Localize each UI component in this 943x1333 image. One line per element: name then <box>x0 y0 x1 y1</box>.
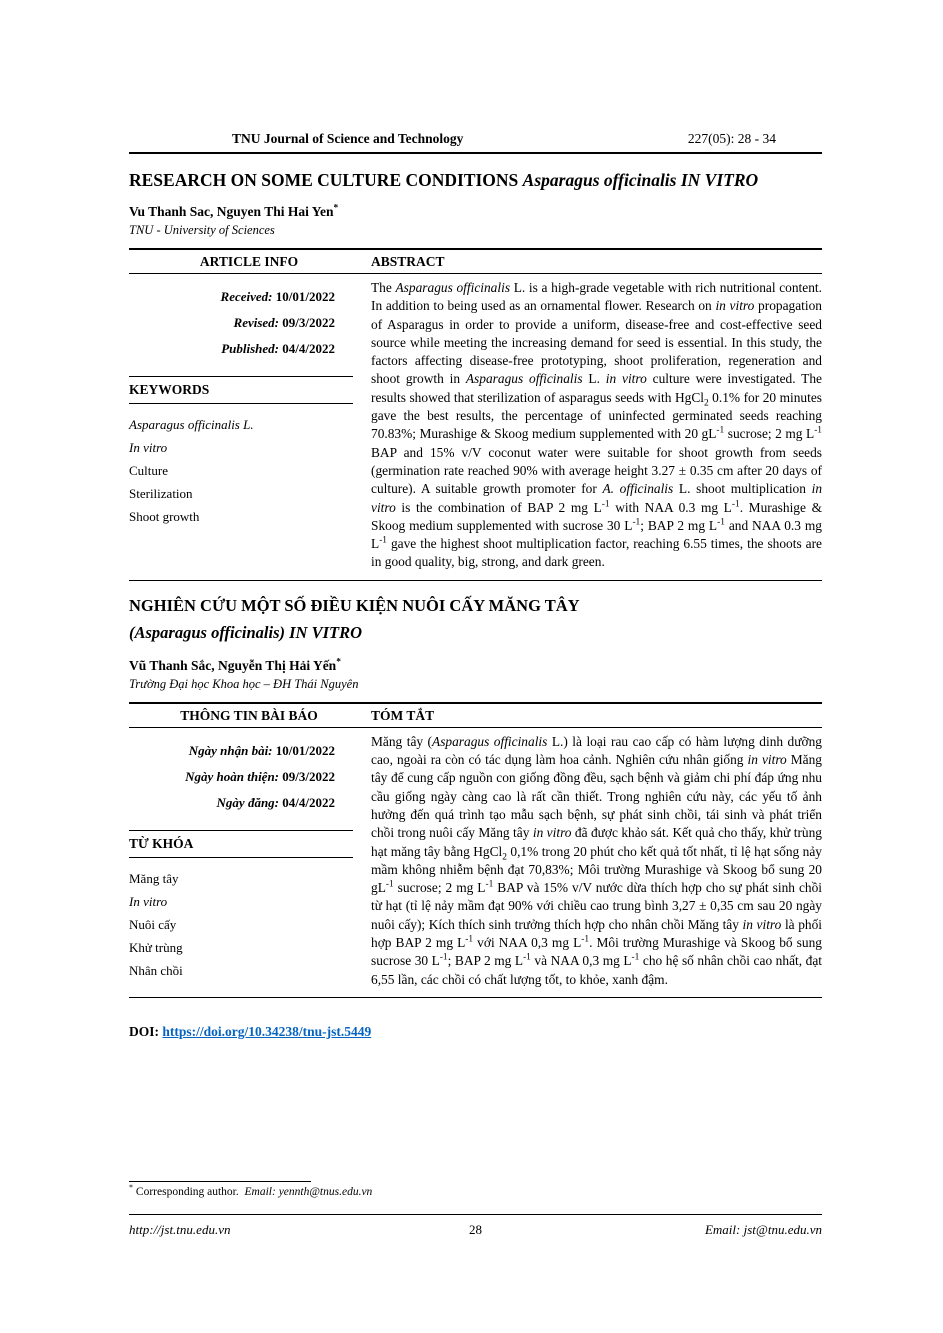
revised-label: Revised: <box>233 315 280 330</box>
published-value: 04/4/2022 <box>282 341 335 356</box>
received-value: 10/01/2022 <box>275 289 335 304</box>
table-body-row-en <box>129 274 822 580</box>
received-value-vn: 10/01/2022 <box>275 742 335 758</box>
keywords-header-en: KEYWORDS <box>129 376 353 404</box>
abstract-text-en: The Asparagus officinalis L. is a high-grade vegetable with rich nutritional content. In addition to being used as an ornamental flower. Research on in vitro propagation of Asparagus in order to provide a uniform, disease-free and cost-effective seed source while meeting the increasing demand for seed is essential. In this study, the factors affecting disease-free prototyping, shoot proliferation, regeneration and shoot growth in Asparagus officinalis L. in vitro culture were investigated. The results showed that sterilization of asparagus seeds with HgCl$_2$ 0.1% for 20 minutes gave the best results, the percentage of uninfected germinated seeds reaching 70.83%; Murashige & Skoog medium supplemented with 20 $gL^{-1}$ sucrose; 2 mg $L^{-1}$ BAP and 15% v/V coconut water were suitable for shoot growth from seeds (germination rate reached 90% with average height 3.27 ± 0.35 cm after 20 days of culture). A suitable growth promoter for A. officinalis L. shoot multiplication in vitro is the combination of BAP 2 mg $L^{-1}$ with NAA 0.3 mg $L^{-1}$. Murashige & Skoog medium supplemented with sucrose 30 $L^{-1}$; BAP 2 mg $L^{-1}$ and NAA 0.3 mg $L^{-1}$ gave the highest shoot multiplication factor, reaching 6.55 times, the shoots are in good quality, big, strong, and dark green. <box>371 280 823 570</box>
table-body-row-vn <box>129 728 822 997</box>
article-info-header: ARTICLE INFO <box>199 254 299 269</box>
keyword-item: Măng tây <box>129 870 179 886</box>
revised-value: 09/3/2022 <box>282 315 335 330</box>
received-row <box>129 284 369 310</box>
info-abstract-table-en <box>129 248 822 581</box>
keyword-item: Sterilization <box>129 486 193 501</box>
keyword-item: Nuôi cấy <box>129 916 177 932</box>
dates-block-vn <box>129 738 369 816</box>
author-names-vn: Vũ Thanh Sắc, Nguyễn Thị Hải Yến <box>129 657 337 673</box>
abstract-header: ABSTRACT <box>371 254 445 269</box>
published-row <box>129 336 369 362</box>
keyword-item: Culture <box>129 463 168 478</box>
abstract-column-vn <box>369 728 822 997</box>
author-mark-vn: * <box>336 657 341 668</box>
author-mark-en: * <box>333 203 339 214</box>
revised-value-vn: 09/3/2022 <box>282 768 335 784</box>
received-row-vn <box>129 738 369 764</box>
page-content <box>129 0 822 1040</box>
affiliation-vn: Trường Đại học Khoa học – ĐH Thái Nguyên <box>129 676 359 691</box>
article-info-header-vn: THÔNG TIN BÀI BÁO <box>180 707 318 723</box>
authors-en <box>129 204 822 220</box>
footer-email: Email: jst@tnu.edu.vn <box>704 1222 822 1237</box>
doi-link[interactable]: https://doi.org/10.34238/tnu-jst.5449 <box>162 1023 372 1039</box>
article-title-vn: NGHIÊN CỨU MỘT SỐ ĐIỀU KIỆN NUÔI CẤY MĂNG TÂY (Asparagus officinalis) IN VITRO <box>129 595 580 642</box>
revised-row-vn <box>129 764 369 790</box>
keyword-item: Nhân chồi <box>129 962 183 978</box>
footnote-text: * Corresponding author. Email: yennth@tnus.edu.vn <box>129 1183 373 1198</box>
keyword-item: In vitro <box>129 440 168 455</box>
keywords-header-vn: TỪ KHÓA <box>129 830 353 858</box>
keywords-list-vn <box>129 867 369 982</box>
footnote <box>129 1181 822 1198</box>
journal-title: TNU Journal of Science and Technology <box>232 131 464 146</box>
keyword-item: In vitro <box>129 893 168 909</box>
keywords-list-en <box>129 413 369 528</box>
abstract-text-vn: Măng tây (Asparagus officinalis L.) là loại rau cao cấp có hàm lượng dinh dưỡng cao, ngoài ra còn có tác dụng làm hoa cảnh. Nghiên cứu nhân giống in vitro Măng tây để cung cấp nguồn con giống đồng đều, sạch bệnh và giảm chi phí đáp ứng nhu cầu giống ngày càng cao là rất cần thiết. Trong nghiên cứu này, các yếu tố ảnh hưởng đến quá trình tạo mẫu sạch bệnh, sự phát sinh chồi, tái sinh và phát triển chồi trong nuôi cấy Măng tây in vitro đã được khảo sát. Kết quả cho thấy, khử trùng hạt măng tây bằng HgCl$_2$ 0,1% trong 20 phút cho kết quả tốt nhất, tỉ lệ hạt sống nảy mầm không nhiễm bệnh đạt 70,83%; Môi trường Murashige và Skoog bổ sung 20 $gL^{-1}$ sucrose; 2 mg $L^{-1}$ BAP và 15% v/V nước dừa thích hợp cho sự phát sinh chồi từ hạt (tỉ lệ nảy mầm đạt 90% với chiều cao trung bình 3,27 ± 0,35 cm sau 20 ngày nuôi cấy); Kích thích sinh trưởng thích hợp cho nhân chồi Măng tây in vitro là phối hợp BAP 2 mg $L^{-1}$ với NAA 0,3 mg $L^{-1}$. Môi trường Murashige và Skoog bổ sung sucrose 30 $L^{-1}$; BAP 2 mg $L^{-1}$ và NAA 0,3 mg $L^{-1}$ cho hệ số nhân chồi cao nhất, đạt 6,55 lần, các chồi có chất lượng tốt, to khỏe, xanh đậm. <box>371 733 823 987</box>
dates-block-en <box>129 284 369 362</box>
published-label-vn: Ngày đăng: <box>216 794 280 810</box>
footer-url: http://jst.tnu.edu.vn <box>129 1222 231 1237</box>
table-header-row-vn <box>129 704 822 728</box>
footer-page-number: 28 <box>469 1222 482 1237</box>
page-footer <box>129 1214 822 1238</box>
published-row-vn <box>129 790 369 816</box>
published-value-vn: 04/4/2022 <box>282 794 335 810</box>
revised-label-vn: Ngày hoàn thiện: <box>185 768 280 784</box>
abstract-column-en <box>369 274 822 580</box>
footnote-rule <box>129 1181 311 1182</box>
article-info-column-vn <box>129 728 369 997</box>
received-label: Received: <box>220 289 273 304</box>
table-header-row-en <box>129 250 822 274</box>
keyword-item: Shoot growth <box>129 509 200 524</box>
keyword-item: Asparagus officinalis L. <box>129 417 254 432</box>
page-header <box>129 131 822 154</box>
keyword-item: Khử trùng <box>129 939 183 955</box>
doi-label: DOI: <box>129 1023 159 1039</box>
authors-vn <box>129 658 822 674</box>
article-title-en: RESEARCH ON SOME CULTURE CONDITIONS Asparagus officinalis IN VITRO <box>129 170 759 190</box>
published-label: Published: <box>221 341 280 356</box>
revised-row <box>129 310 369 336</box>
affiliation-en: TNU - University of Sciences <box>129 223 275 237</box>
issue-info: 227(05): 28 - 34 <box>687 131 776 146</box>
author-names-en: Vu Thanh Sac, Nguyen Thi Hai Yen <box>129 204 334 219</box>
received-label-vn: Ngày nhận bài: <box>188 742 273 758</box>
abstract-header-vn: TÓM TẮT <box>371 707 435 723</box>
doi-row <box>129 1024 822 1040</box>
info-abstract-table-vn <box>129 702 822 998</box>
article-info-column-en <box>129 274 369 580</box>
